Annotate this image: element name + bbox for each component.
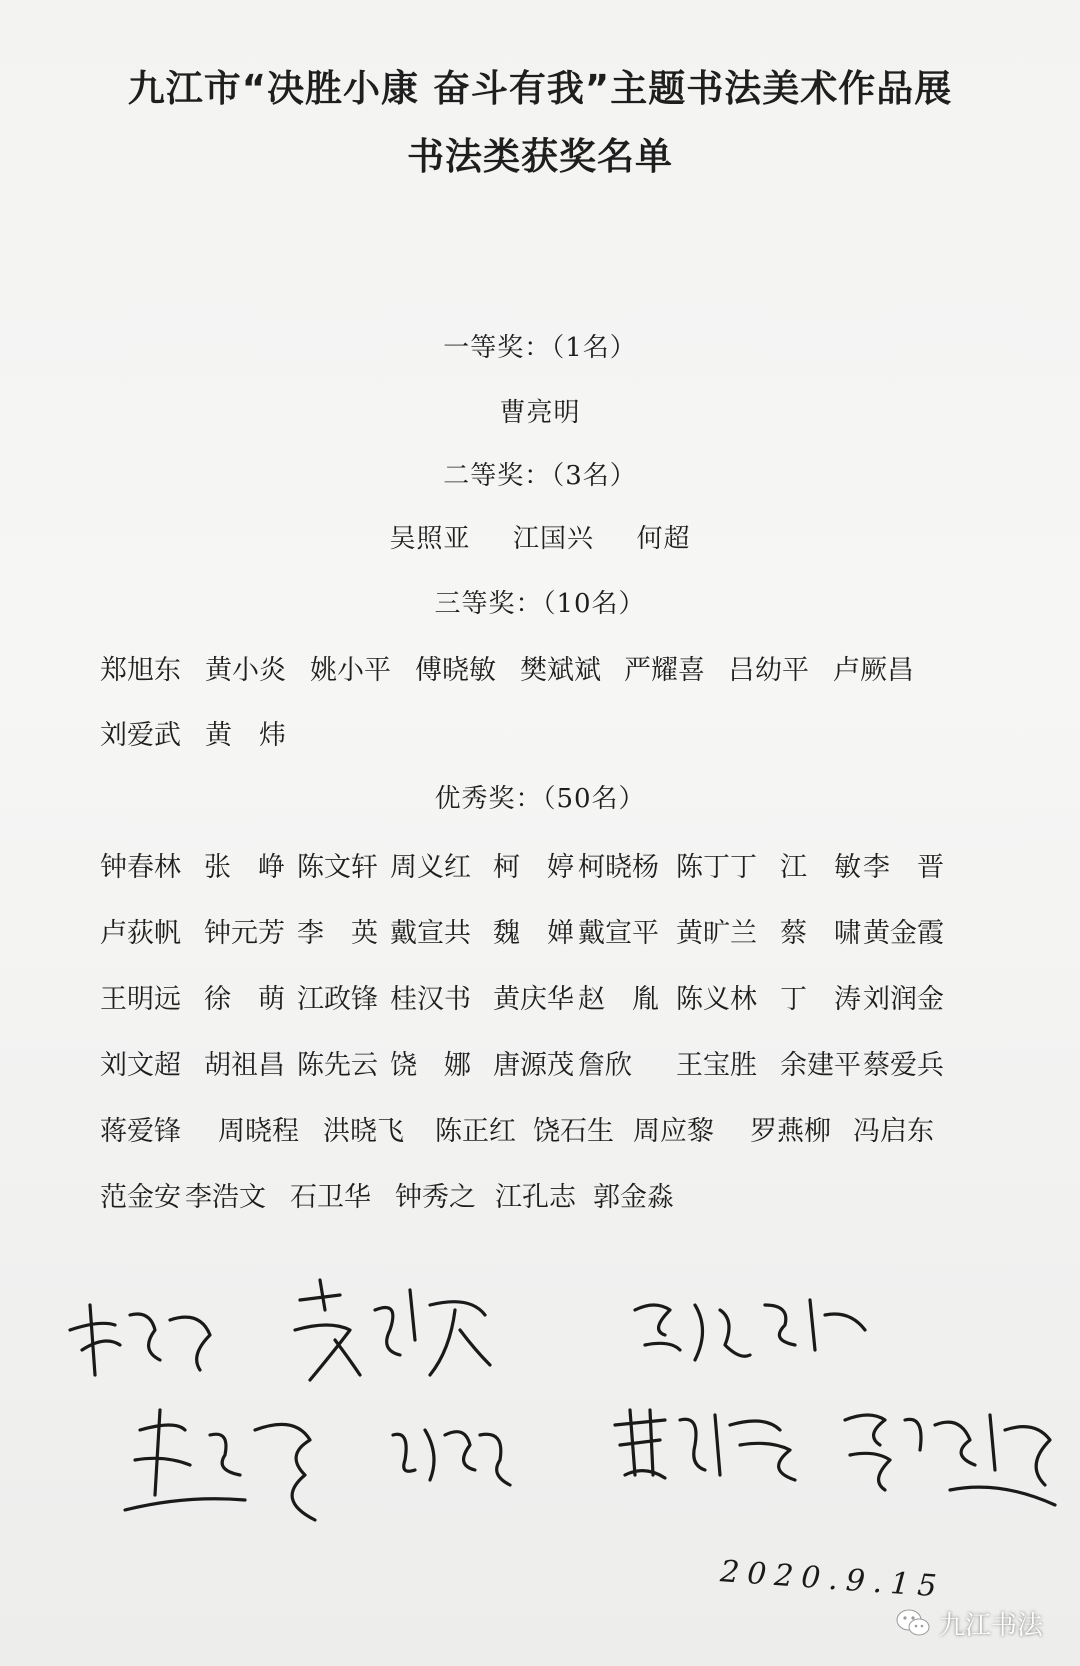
- winner-name: 赵 胤: [578, 984, 659, 1015]
- winner-name: 张 峥: [204, 852, 285, 883]
- winner-name: 卢厥昌: [833, 655, 914, 686]
- winner-name: 李 晋: [863, 852, 944, 883]
- winner-name: 严耀喜: [624, 655, 705, 686]
- winner-name: 陈文轩: [297, 852, 378, 883]
- winner-name: 郑旭东: [100, 655, 181, 686]
- winner-name: 刘爱武: [100, 720, 181, 751]
- third-prize-names: [100, 648, 1000, 688]
- name-row: [100, 1109, 1000, 1149]
- winner-name: 钟元芳: [204, 918, 285, 949]
- winner-name: 陈先云: [297, 1050, 378, 1081]
- winner-name: 卢荻帆: [100, 918, 181, 949]
- winner-name: 陈义林: [676, 984, 757, 1015]
- winner-name: 唐源茂: [493, 1050, 574, 1081]
- signing-date: 2020.9.15: [719, 1554, 946, 1605]
- winner-name: 丁 涛: [780, 984, 861, 1015]
- winner-name: 钟秀之: [395, 1182, 476, 1213]
- third-prize-heading: 三等奖：（10名）: [434, 589, 646, 619]
- winner-name: 洪晓飞: [323, 1116, 404, 1147]
- winner-name: 黄金霞: [863, 918, 944, 949]
- signature-6: [605, 1400, 805, 1490]
- winner-name: 吕幼平: [728, 655, 809, 686]
- winner-name: 何超: [636, 524, 691, 554]
- winner-name: 江 敏: [780, 852, 861, 883]
- winner-name: 饶 娜: [390, 1050, 471, 1081]
- winner-name: 桂汉书: [390, 984, 471, 1015]
- first-prize-heading: 一等奖：（1名）: [443, 333, 637, 363]
- winner-name: 詹欣: [578, 1050, 632, 1081]
- third-prize-names-row2: [100, 713, 1000, 753]
- winner-name: 陈正红: [435, 1116, 516, 1147]
- winner-name: 黄 炜: [205, 720, 286, 751]
- winner-name: 蒋爱锋: [100, 1116, 181, 1147]
- winner-name: 吴照亚: [389, 524, 471, 554]
- winner-name: 黄旷兰: [676, 918, 757, 949]
- wechat-icon: [895, 1608, 931, 1638]
- signature-2: [280, 1270, 500, 1390]
- name-row: [100, 911, 1000, 951]
- winner-name: 柯 婷: [493, 852, 574, 883]
- winner-name: 钟春林: [100, 852, 181, 883]
- name-row: [100, 845, 1000, 885]
- signature-1: [60, 1290, 220, 1380]
- second-prize-heading: 二等奖：（3名）: [443, 461, 637, 491]
- document-title: 九江市“决胜小康 奋斗有我”主题书法美术作品展: [127, 67, 953, 110]
- winner-name: 戴宣共: [390, 918, 471, 949]
- signature-4: [115, 1400, 325, 1530]
- signature-7: [830, 1395, 1060, 1515]
- winner-name: 樊斌斌: [520, 655, 601, 686]
- winner-name: 冯启东: [853, 1116, 934, 1147]
- winner-name: 周应黎: [633, 1116, 714, 1147]
- winner-name: 刘文超: [100, 1050, 181, 1081]
- winner-name: 范金安: [100, 1182, 181, 1213]
- winner-name: 陈丁丁: [676, 852, 757, 883]
- winner-name: 魏 婵: [493, 918, 574, 949]
- winner-name: 黄庆华: [493, 984, 574, 1015]
- winner-name: 罗燕柳: [750, 1116, 831, 1147]
- winner-name: 王宝胜: [676, 1050, 757, 1081]
- winner-name: 黄小炎: [205, 655, 286, 686]
- name-row: [100, 1043, 1000, 1083]
- winner-name: 徐 萌: [204, 984, 285, 1015]
- account-watermark: [895, 1603, 1043, 1643]
- winner-name: 江国兴: [512, 524, 594, 554]
- winner-name: 石卫华: [290, 1182, 371, 1213]
- winner-name: 江孔志: [495, 1182, 576, 1213]
- document-subtitle: 书法类获奖名单: [407, 135, 673, 178]
- winner-name: 戴宣平: [578, 918, 659, 949]
- name-row: [100, 1175, 1000, 1215]
- winner-name: 周义红: [390, 852, 471, 883]
- winner-name: 江政锋: [297, 984, 378, 1015]
- signature-5: [385, 1415, 515, 1495]
- winner-name: 蔡爱兵: [863, 1050, 944, 1081]
- winner-name: 王明远: [100, 984, 181, 1015]
- winner-name: 刘润金: [863, 984, 944, 1015]
- signature-3: [625, 1290, 875, 1380]
- watermark-label: 九江书法: [939, 1610, 1044, 1641]
- winner-name: 傅晓敏: [415, 655, 496, 686]
- winner-name: 柯晓杨: [578, 852, 659, 883]
- winner-name: 周晓程: [218, 1116, 299, 1147]
- winner-name: 郭金淼: [593, 1182, 674, 1213]
- winner-name: 李浩文: [185, 1182, 266, 1213]
- name-row: [100, 977, 1000, 1017]
- winner-name: 饶石生: [533, 1116, 614, 1147]
- winner-name: 胡祖昌: [204, 1050, 285, 1081]
- winner-name: 李 英: [297, 918, 378, 949]
- winner-name: 姚小平: [310, 655, 391, 686]
- second-prize-names: [0, 518, 1080, 555]
- excellence-prize-heading: 优秀奖：（50名）: [434, 784, 646, 814]
- first-prize-name: 曹亮明: [499, 398, 581, 428]
- winner-name: 蔡 啸: [780, 918, 861, 949]
- winner-name: 余建平: [780, 1050, 861, 1081]
